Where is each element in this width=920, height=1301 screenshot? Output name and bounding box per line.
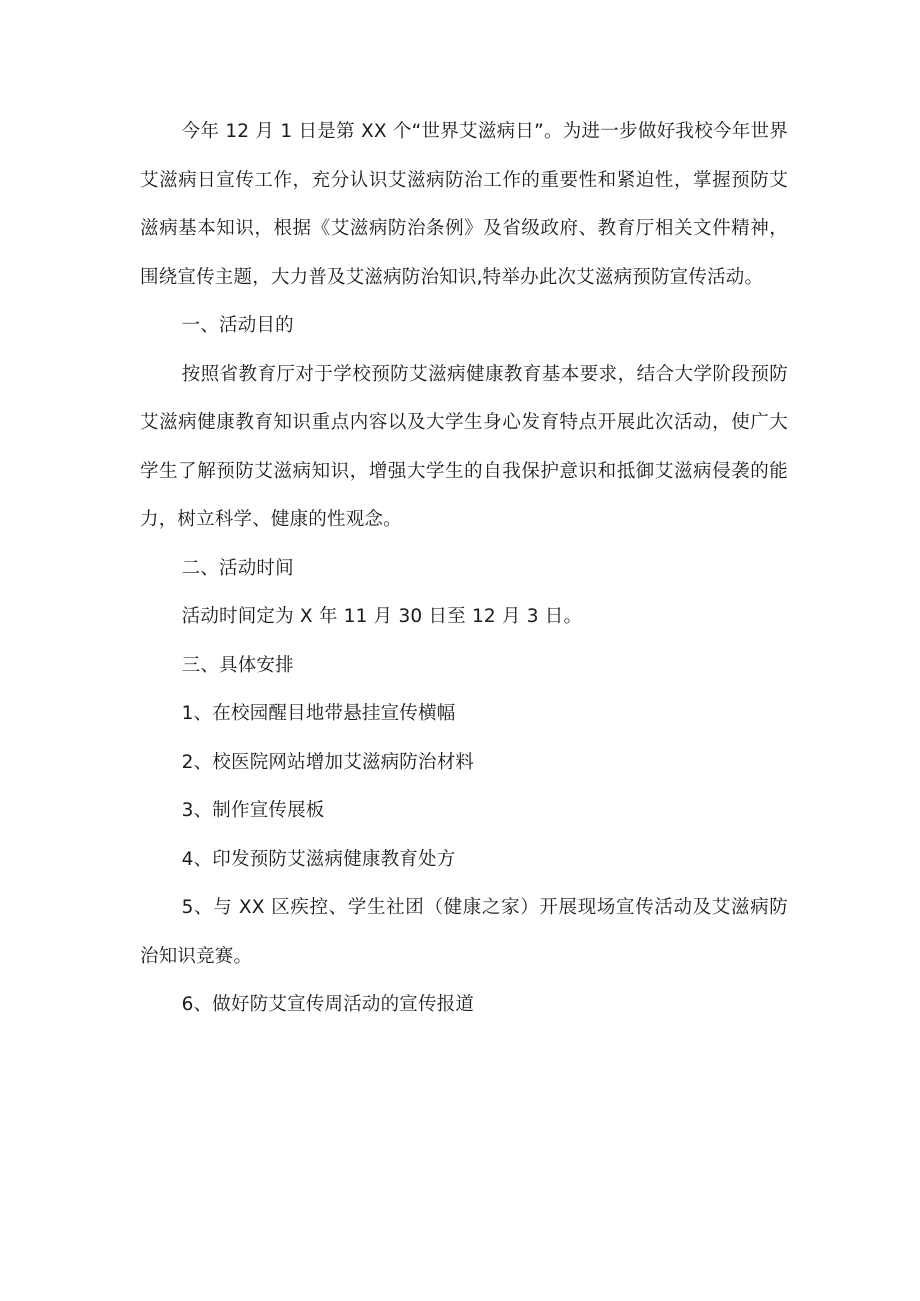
arrangement-item-1: 1、在校园醒目地带悬挂宣传横幅	[181, 703, 456, 724]
purpose-paragraph: 按照省教育厅对于学校预防艾滋病健康教育基本要求，结合大学阶段预防艾滋病健康教育知识重点内容以及大学生身心发育特点开展此次活动，使广大学生了解预防艾滋病知识，增强大学生的自我保护意识和抵御艾滋病侵袭的能力，树立科学、健康的性观念。	[140, 363, 788, 530]
intro-paragraph: 今年 12 月 1 日是第 XX 个“世界艾滋病日”。为进一步做好我校今年世界艾滋病日宣传工作，充分认识艾滋病防治工作的重要性和紧迫性，掌握预防艾滋病基本知识，根据《艾滋病防治条例》及省级政府、教育厅相关文件精神，围绕宣传主题，大力普及艾滋病防治知识,特举办此次艾滋病预防宣传活动。	[140, 121, 788, 288]
section-heading-time: 二、活动时间	[181, 557, 294, 579]
time-paragraph: 活动时间定为 X 年 11 月 30 日至 12 月 3 日。	[181, 606, 583, 627]
arrangement-item-3: 3、制作宣传展板	[181, 800, 325, 821]
arrangement-item-4: 4、印发预防艾滋病健康教育处方	[181, 848, 456, 870]
document-page	[140, 108, 788, 1030]
arrangement-item-2: 2、校医院网站增加艾滋病防治材料	[181, 751, 475, 773]
arrangement-item-5: 5、与 XX 区疾控、学生社团（健康之家）开展现场宣传活动及艾滋病防治知识竞赛。	[140, 897, 788, 967]
section-heading-arrangement: 三、具体安排	[181, 654, 294, 676]
arrangement-item-6: 6、做好防艾宣传周活动的宣传报道	[181, 994, 475, 1015]
section-heading-purpose: 一、活动目的	[181, 315, 294, 336]
